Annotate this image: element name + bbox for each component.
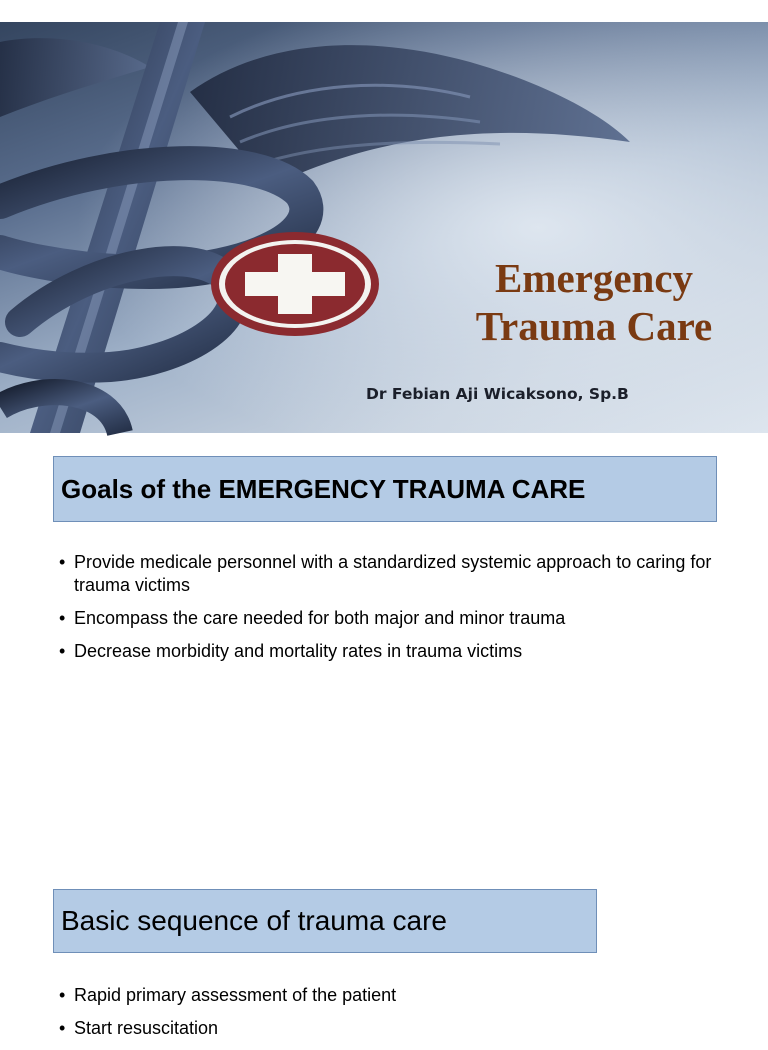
bullet-icon: •	[59, 1018, 66, 1038]
goals-heading: Goals of the EMERGENCY TRAUMA CARE	[53, 456, 717, 522]
list-item-text: Start resuscitation	[74, 1018, 219, 1038]
slide-title-line-1: Emergency	[494, 255, 694, 301]
title-slide	[0, 22, 768, 433]
bullet-icon: •	[59, 552, 66, 572]
red-cross-icon	[215, 236, 375, 332]
list-item	[55, 984, 735, 1007]
list-item	[55, 1017, 735, 1040]
basic-sequence-heading: Basic sequence of trauma care	[53, 889, 597, 953]
basic-sequence-list	[55, 984, 735, 1050]
goals-list	[55, 551, 735, 673]
list-item-text: Rapid primary assessment of the patient	[74, 985, 397, 1005]
author-name: Dr Febian Aji Wicaksono, Sp.B	[366, 385, 629, 403]
slide-title-line-2: Trauma Care	[475, 303, 713, 349]
slide-title	[444, 254, 744, 350]
list-item	[55, 551, 735, 597]
bullet-icon: •	[59, 985, 66, 1005]
caduceus-icon	[0, 22, 768, 433]
bullet-icon: •	[59, 641, 66, 661]
list-item	[55, 640, 735, 663]
bullet-icon: •	[59, 608, 66, 628]
list-item-text: Provide medicale personnel with a standardized systemic approach to caring for trauma victims	[74, 552, 712, 595]
list-item	[55, 607, 735, 630]
list-item-text: Encompass the care needed for both major and minor trauma	[74, 608, 566, 628]
list-item-text: Decrease morbidity and mortality rates in trauma victims	[74, 641, 523, 661]
